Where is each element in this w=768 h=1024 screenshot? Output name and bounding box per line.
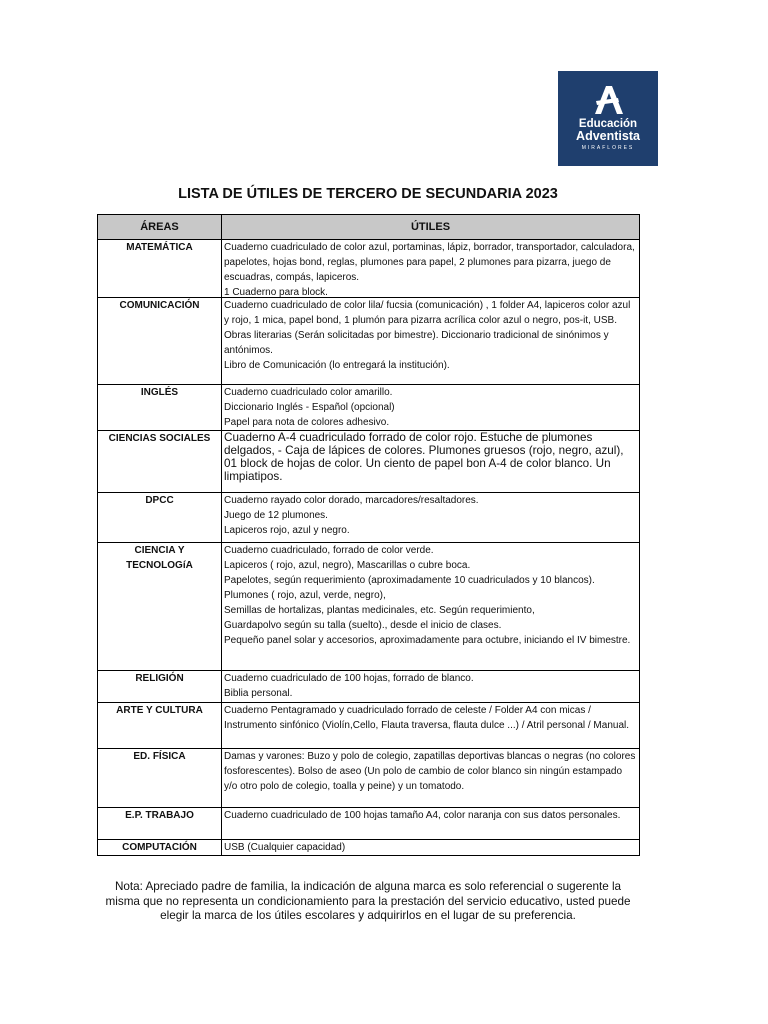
table-row [98, 543, 640, 671]
utiles-line: Papelotes, según requerimiento (aproximadamente 10 cuadriculados y 10 blancos). [224, 575, 595, 586]
utiles-cell [222, 240, 640, 298]
utiles-line: Plumones ( rojo, azul, verde, negro), [224, 590, 386, 601]
logo-educacion-adventista [558, 71, 658, 166]
table-row [98, 840, 640, 856]
area-cell: DPCC [98, 493, 222, 543]
utiles-cell [222, 703, 640, 749]
logo-line-3: MIRAFLORES [581, 145, 635, 151]
area-cell: CIENCIA Y TECNOLOGíA [98, 543, 222, 671]
area-cell: ARTE Y CULTURA [98, 703, 222, 749]
table-row [98, 493, 640, 543]
utiles-line: Biblia personal. [224, 688, 293, 699]
utiles-line: Cuaderno cuadriculado de color azul, portaminas, lápiz, borrador, transportador, calculadora, papelotes, hojas bond, reglas, plumones para papel, 2 plumones para pizarra, juego de escuadras, compás, lapiceros. [224, 242, 635, 283]
utiles-cell [222, 808, 640, 840]
utiles-line: Obras literarias (Serán solicitadas por bimestre). Diccionario tradicional de sinónimos y antónimos. [224, 330, 609, 356]
utiles-line: USB (Cualquier capacidad) [224, 842, 346, 853]
utiles-line: Cuaderno Pentagramado y cuadriculado forrado de celeste / Folder A4 con micas / Instrumento sinfónico (Violín,Cello, Flauta traversa, flauta dulce ...) / Atril personal / Manual. [224, 705, 630, 731]
area-cell: INGLÉS [98, 385, 222, 431]
nota-text: Nota: Apreciado padre de familia, la indicación de alguna marca es solo referencial o sugerente la misma que no representa un condicionamiento para la prestación del servicio educativo, usted puede elegir la marca de los útiles escolares y adquirirlos en el lugar de su preferencia. [105, 880, 631, 922]
utiles-line: Cuaderno cuadriculado de 100 hojas tamaño A4, color naranja con sus datos personales. [224, 810, 621, 821]
utiles-line: Libro de Comunicación (lo entregará la institución). [224, 360, 450, 371]
utiles-line: Pequeño panel solar y accesorios, aproximadamente para octubre, iniciando el IV bimestre. [224, 635, 631, 646]
header-areas: ÁREAS [98, 215, 222, 240]
utiles-line: Cuaderno cuadriculado de 100 hojas, forrado de blanco. [224, 673, 474, 684]
area-cell: COMPUTACIÓN [98, 840, 222, 856]
header-utiles: ÚTILES [222, 215, 640, 240]
utiles-line: Cuaderno cuadriculado de color lila/ fucsia (comunicación) , 1 folder A4, lapiceros color azul y rojo, 1 mica, papel bond, 1 plumón para pizarra acrílica color azul o negro, pos-it, USB. [224, 300, 631, 326]
table-row [98, 749, 640, 808]
utiles-line: Cuaderno A-4 cuadriculado forrado de color rojo. Estuche de plumones delgados, - Caja de lápices de colores. Plumones gruesos (rojo, negro, azul), 01 block de hojas de color. Un ciento de papel bon A-4 de color blanco. Un limpiatipos. [224, 431, 624, 483]
utiles-line: 1 Cuaderno para block. [224, 287, 328, 297]
area-cell: CIENCIAS SOCIALES [98, 431, 222, 493]
utiles-line: Damas y varones: Buzo y polo de colegio, zapatillas deportivas blancas o negras (no colores fosforescentes). Bolso de aseo (Un polo de cambio de color blanco sin ningún estampado y/o otro polo de colegio, toalla y peine) y un tomatodo. [224, 751, 636, 792]
table-row [98, 385, 640, 431]
document-title: LISTA DE ÚTILES DE TERCERO DE SECUNDARIA 2023 [178, 186, 558, 202]
utiles-cell [222, 840, 640, 856]
utiles-line: Lapiceros ( rojo, azul, negro), Mascarillas o cubre boca. [224, 560, 471, 571]
utiles-table [97, 214, 640, 856]
area-cell: E.P. TRABAJO [98, 808, 222, 840]
area-cell: ED. FÍSICA [98, 749, 222, 808]
utiles-cell [222, 298, 640, 385]
table-row [98, 240, 640, 298]
utiles-line: Guardapolvo según su talla (suelto)., desde el inicio de clases. [224, 620, 502, 631]
area-cell: MATEMÁTICA [98, 240, 222, 298]
utiles-line: Lapiceros rojo, azul y negro. [224, 525, 350, 536]
table-row [98, 808, 640, 840]
table-row [98, 298, 640, 385]
logo-line-2: Adventista [576, 129, 640, 143]
logo-a-icon [592, 84, 624, 116]
utiles-line: Semillas de hortalizas, plantas medicinales, etc. Según requerimiento, [224, 605, 535, 616]
table-row [98, 431, 640, 493]
logo-line-1: Educación [578, 118, 638, 130]
table-row [98, 703, 640, 749]
utiles-line: Juego de 12 plumones. [224, 510, 328, 521]
utiles-line: Cuaderno rayado color dorado, marcadores/resaltadores. [224, 495, 479, 506]
table-header-row [98, 215, 640, 240]
utiles-line: Papel para nota de colores adhesivo. [224, 417, 390, 428]
area-cell: RELIGIÓN [98, 671, 222, 703]
utiles-line: Diccionario Inglés - Español (opcional) [224, 402, 395, 413]
utiles-cell [222, 431, 640, 493]
utiles-cell [222, 493, 640, 543]
area-cell: COMUNICACIÓN [98, 298, 222, 385]
utiles-cell [222, 543, 640, 671]
utiles-cell [222, 671, 640, 703]
utiles-cell [222, 749, 640, 808]
utiles-line: Cuaderno cuadriculado color amarillo. [224, 387, 393, 398]
table-row [98, 671, 640, 703]
utiles-line: Cuaderno cuadriculado, forrado de color verde. [224, 545, 434, 556]
utiles-cell [222, 385, 640, 431]
